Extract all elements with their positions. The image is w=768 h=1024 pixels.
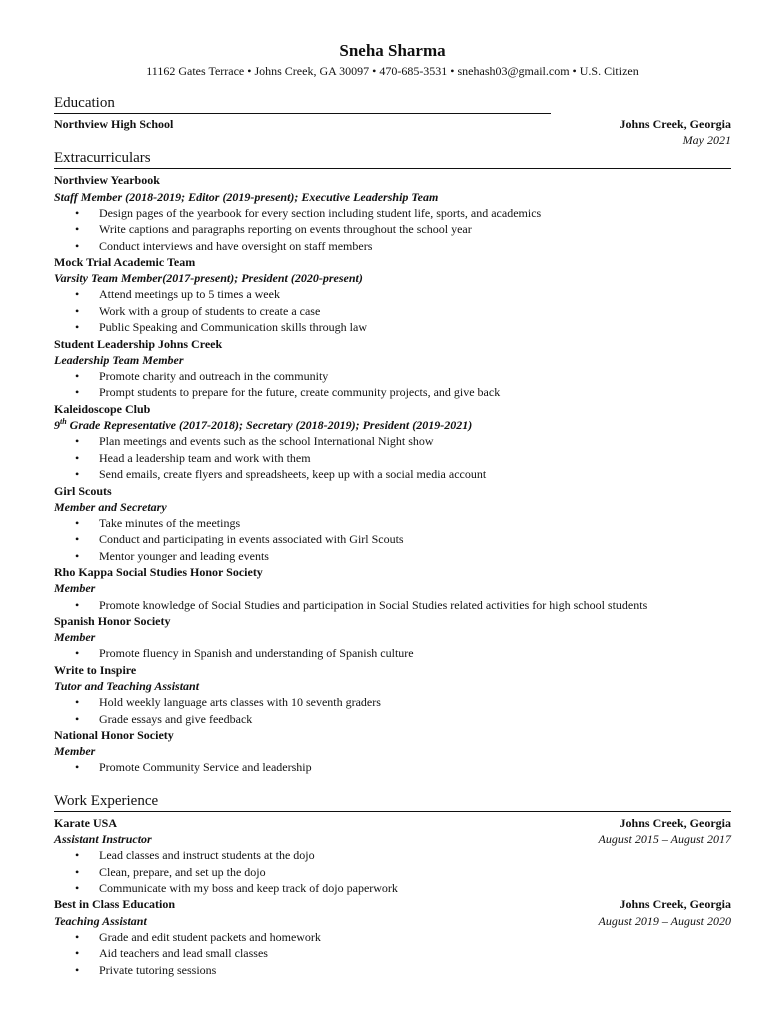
activity-entry bbox=[54, 613, 731, 662]
activity-role: Varsity Team Member(2017-present); President (2020-present) bbox=[54, 271, 363, 286]
activity-org: Write to Inspire bbox=[54, 662, 137, 677]
activity-bullet: • Public Speaking and Communication skills through law bbox=[54, 319, 731, 335]
activity-bullet: • Work with a group of students to create a case bbox=[54, 303, 731, 319]
job-date: August 2015 – August 2017 bbox=[598, 831, 731, 846]
job-entry bbox=[54, 815, 731, 897]
work-list bbox=[54, 815, 731, 978]
job-date: August 2019 – August 2020 bbox=[598, 913, 731, 928]
job-entry bbox=[54, 896, 731, 978]
activity-bullet: • Conduct interviews and have oversight on staff members bbox=[54, 238, 731, 254]
job-location: Johns Creek, Georgia bbox=[619, 815, 731, 830]
activity-entry bbox=[54, 564, 731, 613]
activity-org: Kaleidoscope Club bbox=[54, 401, 151, 416]
resume-page bbox=[54, 40, 731, 978]
job-bullet: • Communicate with my boss and keep track of dojo paperwork bbox=[54, 880, 731, 896]
education-entry bbox=[54, 116, 731, 148]
activity-entry bbox=[54, 336, 731, 401]
activity-org: National Honor Society bbox=[54, 727, 174, 742]
activity-org: Mock Trial Academic Team bbox=[54, 255, 196, 270]
job-role: Teaching Assistant bbox=[54, 913, 147, 928]
role-text: Grade Representative (2017-2018); Secretary (2018-2019); President (2019-2021) bbox=[66, 418, 473, 433]
activity-bullet: • Plan meetings and events such as the school International Night show bbox=[54, 433, 731, 449]
job-org: Karate USA bbox=[54, 815, 117, 830]
activity-role bbox=[54, 417, 472, 433]
activity-entry bbox=[54, 727, 731, 776]
education-heading: Education bbox=[54, 94, 551, 114]
activity-role: Member and Secretary bbox=[54, 499, 167, 514]
activity-bullet: • Send emails, create flyers and spreadsheets, keep up with a social media account bbox=[54, 466, 731, 482]
role-grade-suffix: th bbox=[60, 417, 67, 427]
activity-org: Rho Kappa Social Studies Honor Society bbox=[54, 565, 263, 580]
activity-entry bbox=[54, 483, 731, 565]
activity-entry bbox=[54, 254, 731, 336]
resume-name: Sneha Sharma bbox=[339, 41, 446, 60]
activity-bullet: • Promote knowledge of Social Studies and participation in Social Studies related activities for high school students bbox=[54, 597, 731, 613]
school-location: Johns Creek, Georgia bbox=[619, 117, 731, 131]
activity-bullet: • Promote Community Service and leadership bbox=[54, 759, 731, 775]
activity-org: Northview Yearbook bbox=[54, 173, 160, 188]
extracurriculars-heading: Extracurriculars bbox=[54, 149, 731, 169]
job-org: Best in Class Education bbox=[54, 897, 176, 912]
activity-bullet: • Attend meetings up to 5 times a week bbox=[54, 286, 731, 302]
role-grade-number: 9 bbox=[54, 418, 60, 433]
activity-role: Leadership Team Member bbox=[54, 352, 184, 367]
activity-org: Girl Scouts bbox=[54, 483, 112, 498]
extracurriculars-list bbox=[54, 172, 731, 775]
activity-bullet: • Write captions and paragraphs reporting on events throughout the school year bbox=[54, 221, 731, 237]
job-bullet: • Private tutoring sessions bbox=[54, 962, 731, 978]
contact-line: 11162 Gates Terrace • Johns Creek, GA 30097 • 470-685-3531 • snehash03@gmail.com • U.S. Citizen bbox=[146, 64, 639, 78]
job-bullet: • Grade and edit student packets and homework bbox=[54, 929, 731, 945]
activity-entry bbox=[54, 401, 731, 483]
job-location: Johns Creek, Georgia bbox=[619, 897, 731, 912]
activity-entry bbox=[54, 172, 731, 254]
activity-role: Member bbox=[54, 630, 96, 645]
graduation-date: May 2021 bbox=[682, 133, 731, 148]
activity-role: Tutor and Teaching Assistant bbox=[54, 678, 200, 693]
job-role: Assistant Instructor bbox=[54, 831, 152, 846]
work-experience-heading: Work Experience bbox=[54, 792, 731, 812]
activity-bullet: • Mentor younger and leading events bbox=[54, 548, 731, 564]
activity-bullet: • Hold weekly language arts classes with 10 seventh graders bbox=[54, 694, 731, 710]
activity-bullet: • Conduct and participating in events associated with Girl Scouts bbox=[54, 531, 731, 547]
activity-org: Spanish Honor Society bbox=[54, 613, 171, 628]
activity-org: Student Leadership Johns Creek bbox=[54, 336, 223, 351]
activity-role: Member bbox=[54, 744, 96, 759]
activity-bullet: • Promote charity and outreach in the community bbox=[54, 368, 731, 384]
activity-bullet: • Promote fluency in Spanish and understanding of Spanish culture bbox=[54, 645, 731, 661]
activity-role: Staff Member (2018-2019; Editor (2019-present); Executive Leadership Team bbox=[54, 189, 439, 204]
activity-bullet: • Prompt students to prepare for the future, create community projects, and give back bbox=[54, 384, 731, 400]
activity-bullet: • Design pages of the yearbook for every section including student life, sports, and academics bbox=[54, 205, 731, 221]
school-name: Northview High School bbox=[54, 117, 174, 131]
activity-bullet: • Take minutes of the meetings bbox=[54, 515, 731, 531]
job-bullet: • Lead classes and instruct students at the dojo bbox=[54, 847, 731, 863]
activity-bullet: • Head a leadership team and work with them bbox=[54, 450, 731, 466]
activity-role: Member bbox=[54, 581, 96, 596]
job-bullet: • Aid teachers and lead small classes bbox=[54, 945, 731, 961]
job-bullet: • Clean, prepare, and set up the dojo bbox=[54, 864, 731, 880]
activity-bullet: • Grade essays and give feedback bbox=[54, 711, 731, 727]
activity-entry bbox=[54, 662, 731, 727]
